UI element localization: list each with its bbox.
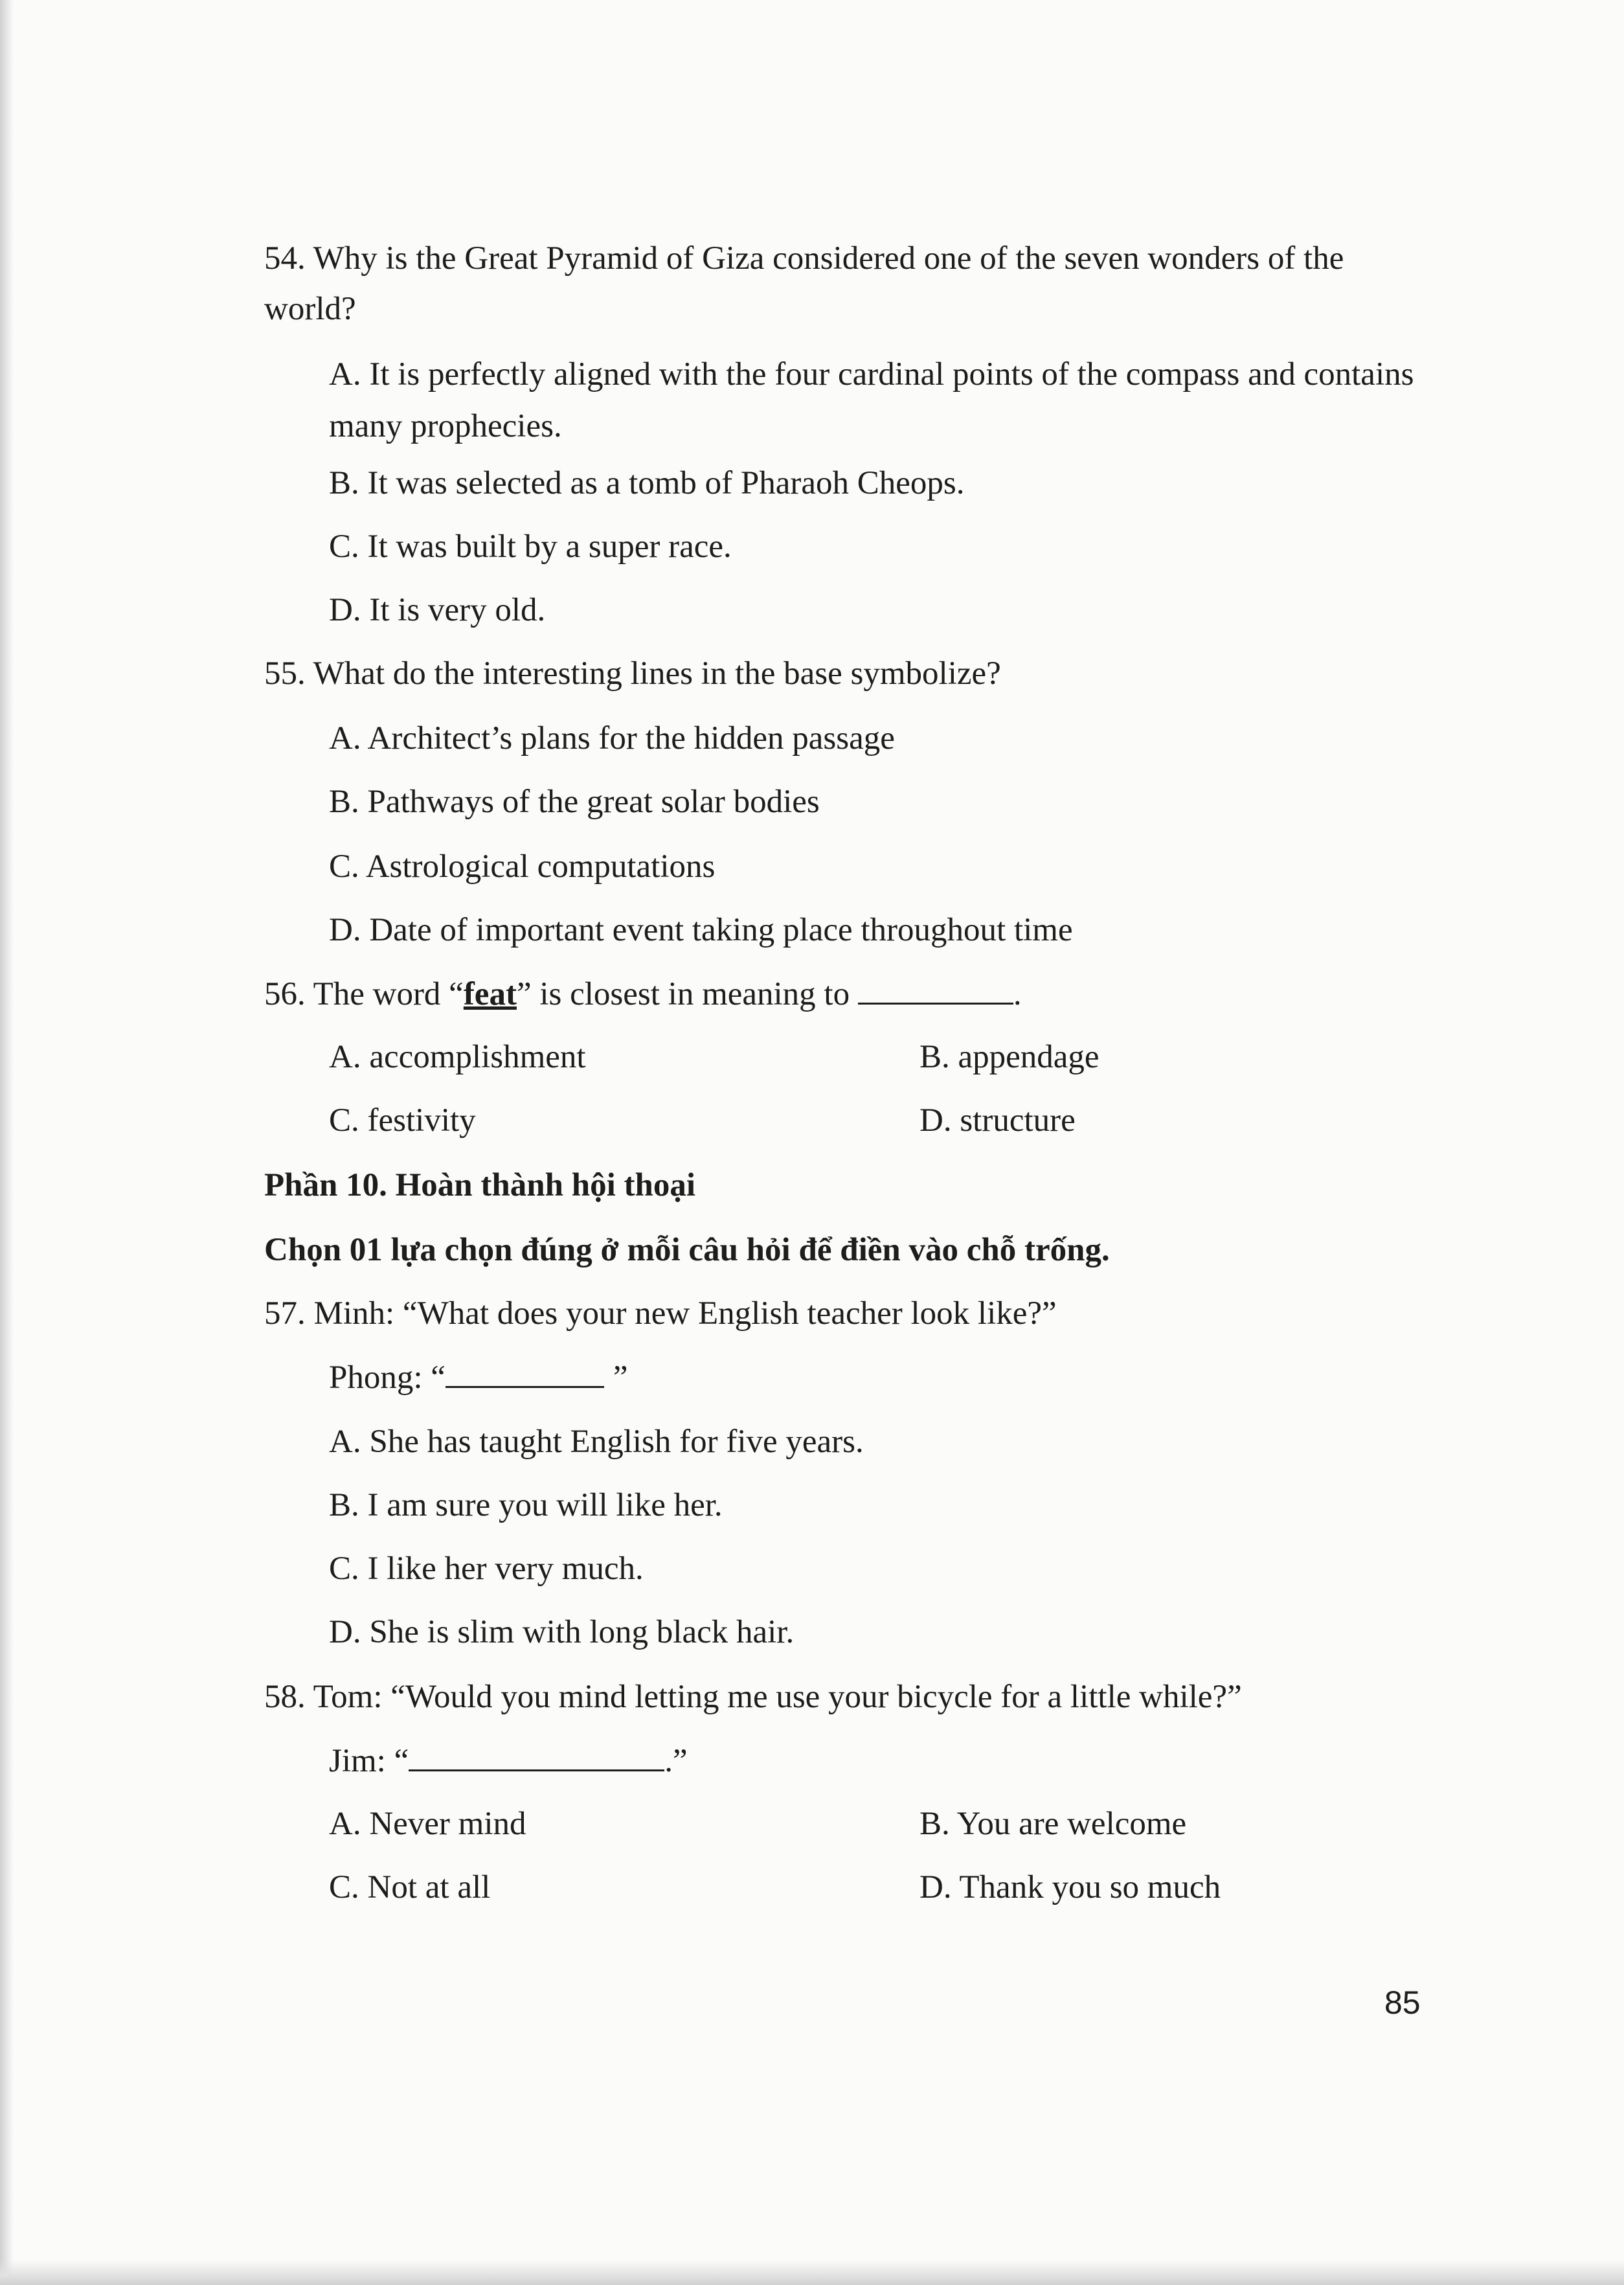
- question-56-option-c: C. festivity: [329, 1102, 476, 1139]
- page-edge-shadow-left: [0, 0, 14, 2285]
- question-54-option-a: A. It is perfectly aligned with the four cardinal points of the compass and contains many prophecies.: [329, 356, 1414, 444]
- question-55-option-a: A. Architect’s plans for the hidden passage: [329, 720, 895, 756]
- answer-blank: [858, 974, 1013, 1005]
- question-57-option-a: A. She has taught English for five years.: [329, 1424, 864, 1460]
- question-58-option-c: C. Not at all: [329, 1869, 491, 1905]
- question-55-stem: 55. What do the interesting lines in the base symbolize?: [264, 655, 1001, 692]
- question-56-option-b: B. appendage: [919, 1039, 1100, 1075]
- question-58-reply-prefix: Jim: “: [329, 1743, 409, 1779]
- question-55-option-b: B. Pathways of the great solar bodies: [329, 784, 820, 820]
- section-10-title: Phần 10. Hoàn thành hội thoại: [264, 1167, 696, 1203]
- question-58-reply: [329, 1741, 688, 1780]
- question-58-reply-suffix: .”: [664, 1743, 688, 1779]
- question-57-option-b: B. I am sure you will like her.: [329, 1487, 723, 1523]
- question-56-option-a: A. accomplishment: [329, 1039, 586, 1075]
- question-54-option-c: C. It was built by a super race.: [329, 529, 732, 565]
- question-55-option-c: C. Astrological computations: [329, 848, 716, 885]
- question-58-option-a: A. Never mind: [329, 1806, 526, 1842]
- section-10-instruction: Chọn 01 lựa chọn đúng ở mỗi câu hỏi để điền vào chỗ trống.: [264, 1232, 1110, 1268]
- question-54-option-d: D. It is very old.: [329, 592, 546, 628]
- question-56-option-d: D. structure: [919, 1102, 1076, 1139]
- question-58-stem: 58. Tom: “Would you mind letting me use your bicycle for a little while?”: [264, 1679, 1242, 1715]
- question-58-option-b: B. You are welcome: [919, 1806, 1187, 1842]
- question-57-stem: 57. Minh: “What does your new English teacher look like?”: [264, 1295, 1057, 1332]
- question-57-option-c: C. I like her very much.: [329, 1551, 644, 1587]
- question-55-option-d: D. Date of important event taking place throughout time: [329, 912, 1073, 948]
- question-57-option-d: D. She is slim with long black hair.: [329, 1614, 795, 1650]
- answer-blank: [409, 1741, 664, 1771]
- question-58-option-d: D. Thank you so much: [919, 1869, 1221, 1905]
- question-56-stem: [264, 974, 1022, 1014]
- question-54-option-b: B. It was selected as a tomb of Pharaoh Cheops.: [329, 465, 965, 501]
- answer-blank: [445, 1358, 604, 1388]
- question-56-stem-prefix: 56. The word “: [264, 976, 464, 1012]
- question-56-stem-suffix: ” is closest in meaning to: [516, 976, 850, 1012]
- question-56-keyword: feat: [463, 976, 517, 1012]
- question-57-reply: [329, 1358, 628, 1397]
- question-54-stem: 54. Why is the Great Pyramid of Giza considered one of the seven wonders of the world?: [264, 240, 1344, 327]
- page-edge-shadow-bottom: [0, 2260, 1624, 2285]
- question-57-reply-prefix: Phong: “: [329, 1359, 445, 1396]
- page-number: 85: [1384, 1984, 1421, 2021]
- question-56-stem-end: .: [1013, 976, 1022, 1012]
- question-57-reply-suffix: ”: [613, 1359, 628, 1396]
